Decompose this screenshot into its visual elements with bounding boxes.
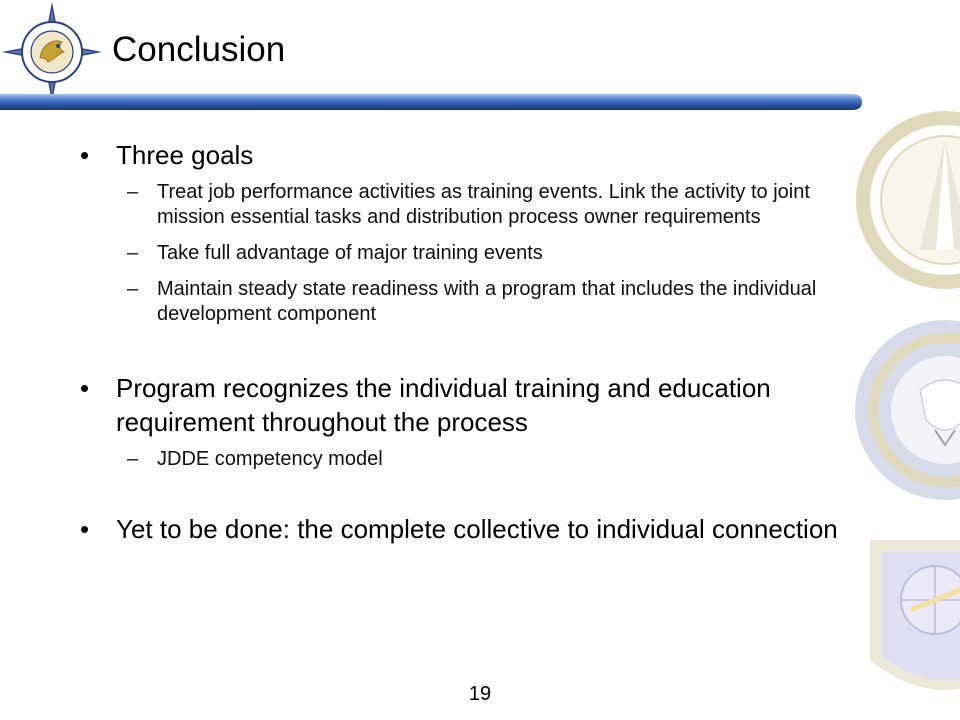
ustranscom-seal-icon	[2, 2, 102, 102]
bullet-text: Three goals	[116, 140, 254, 170]
sub-bullet-text: Maintain steady state readiness with a program that includes the individual development component	[157, 278, 817, 325]
bullet-item	[80, 138, 870, 172]
sub-bullet-text: JDDE competency model	[157, 448, 383, 470]
sub-bullet-text: Take full advantage of major training events	[157, 242, 543, 264]
bullet-item	[80, 512, 870, 546]
sub-bullet-item	[80, 277, 870, 327]
sub-bullet-text: Treat job performance activities as training events. Link the activity to joint mission essential tasks and distribution process owner requirements	[157, 181, 810, 228]
dash-marker: –	[127, 448, 139, 470]
page-number: 19	[468, 683, 492, 705]
sub-bullet-item	[80, 180, 870, 230]
bullet-marker: •	[80, 514, 90, 544]
sub-bullet-item	[80, 447, 870, 472]
bullet-text: Yet to be done: the complete collective to individual connection	[116, 514, 838, 544]
dash-marker: –	[127, 181, 139, 203]
slide-title: Conclusion	[112, 30, 286, 69]
bullet-text: Program recognizes the individual training and education requirement throughout the process	[116, 373, 771, 437]
sealift-command-seal-icon	[855, 320, 960, 500]
slide-content	[80, 138, 870, 546]
title-divider-bar	[0, 91, 862, 111]
air-mobility-seal-icon	[870, 540, 960, 690]
bullet-item	[80, 371, 870, 439]
sub-bullet-item	[80, 241, 870, 266]
surface-deployment-seal-icon	[863, 118, 960, 282]
dash-marker: –	[127, 278, 139, 300]
bullet-marker: •	[80, 140, 90, 170]
bullet-marker: •	[80, 373, 90, 403]
dash-marker: –	[127, 242, 139, 264]
